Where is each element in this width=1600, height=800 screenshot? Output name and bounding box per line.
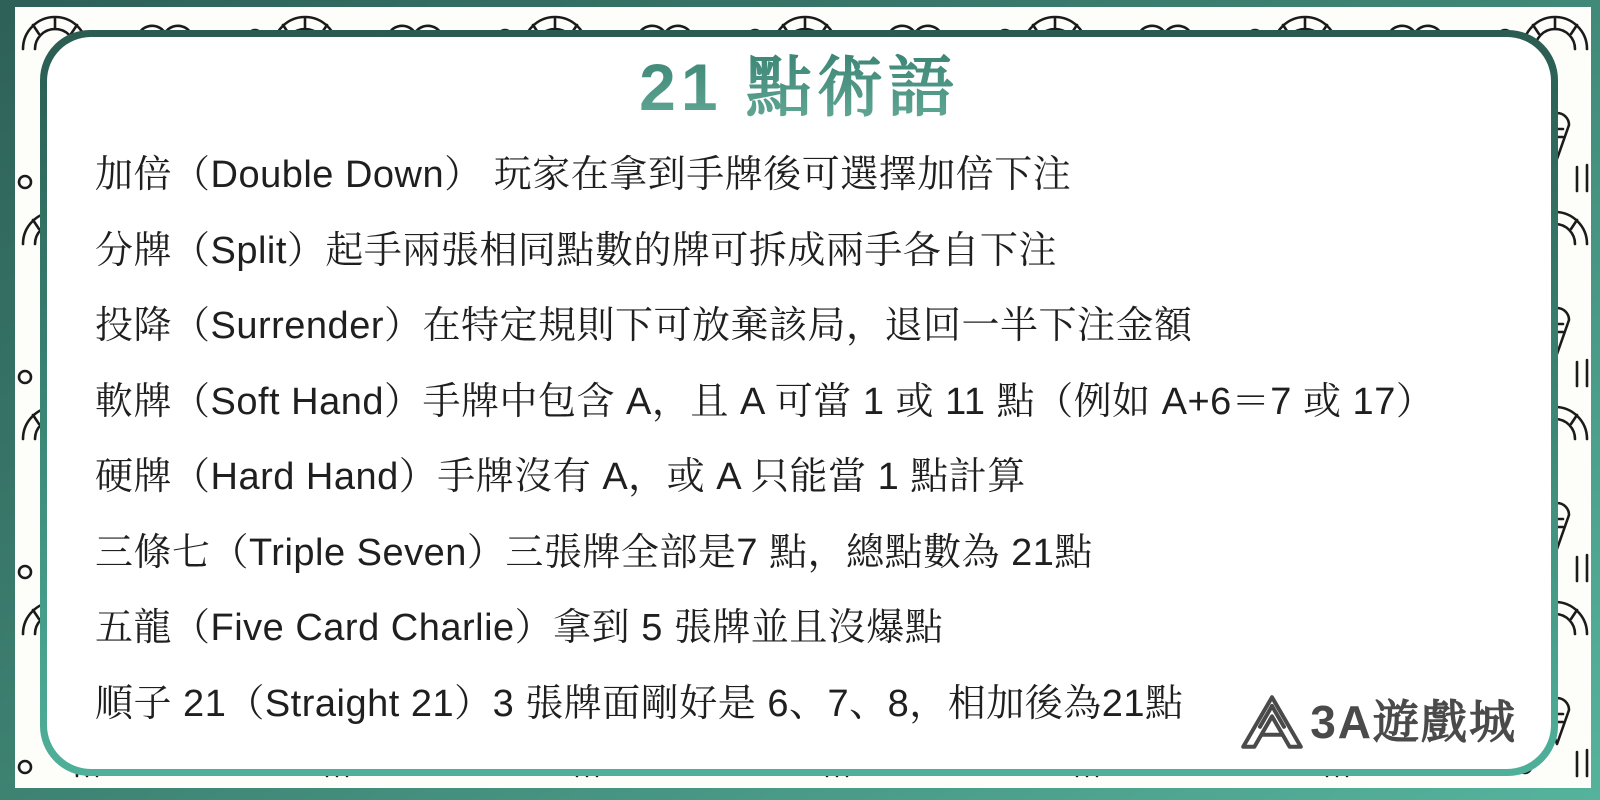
term-hard-hand: 硬牌（Hard Hand）手牌沒有 A，或 A 只能當 1 點計算 (95, 456, 1026, 499)
terms-list (95, 133, 1525, 737)
term-five-card-charlie: 五龍（Five Card Charlie）拿到 5 張牌並且沒爆點 (95, 607, 944, 650)
term-surrender: 投降（Surrender）在特定規則下可放棄該局，退回一半下注金額 (95, 305, 1193, 348)
brand-logo (1240, 693, 1517, 751)
term-triple-seven: 三條七（Triple Seven）三張牌全部是7 點，總點數為 21點 (95, 531, 1093, 574)
term-split: 分牌（Split）起手兩張相同點數的牌可拆成兩手各自下注 (95, 229, 1057, 272)
term-soft-hand: 軟牌（Soft Hand）手牌中包含 A，且 A 可當 1 或 11 點（例如 A+6＝7 或 17） (95, 380, 1435, 423)
rules-card (47, 37, 1551, 769)
brand-logo-text: 3A遊戲城 (1310, 696, 1517, 748)
term-straight-21: 順子 21（Straight 21）3 張牌面剛好是 6、7、8，相加後為21點 (95, 682, 1184, 725)
rules-card-border (40, 30, 1558, 776)
triple-a-triangle-icon (1240, 693, 1304, 751)
term-double-down: 加倍（Double Down） 玩家在拿到手牌後可選擇加倍下注 (95, 154, 1072, 197)
page-title: 21 點術語 (47, 37, 1551, 122)
